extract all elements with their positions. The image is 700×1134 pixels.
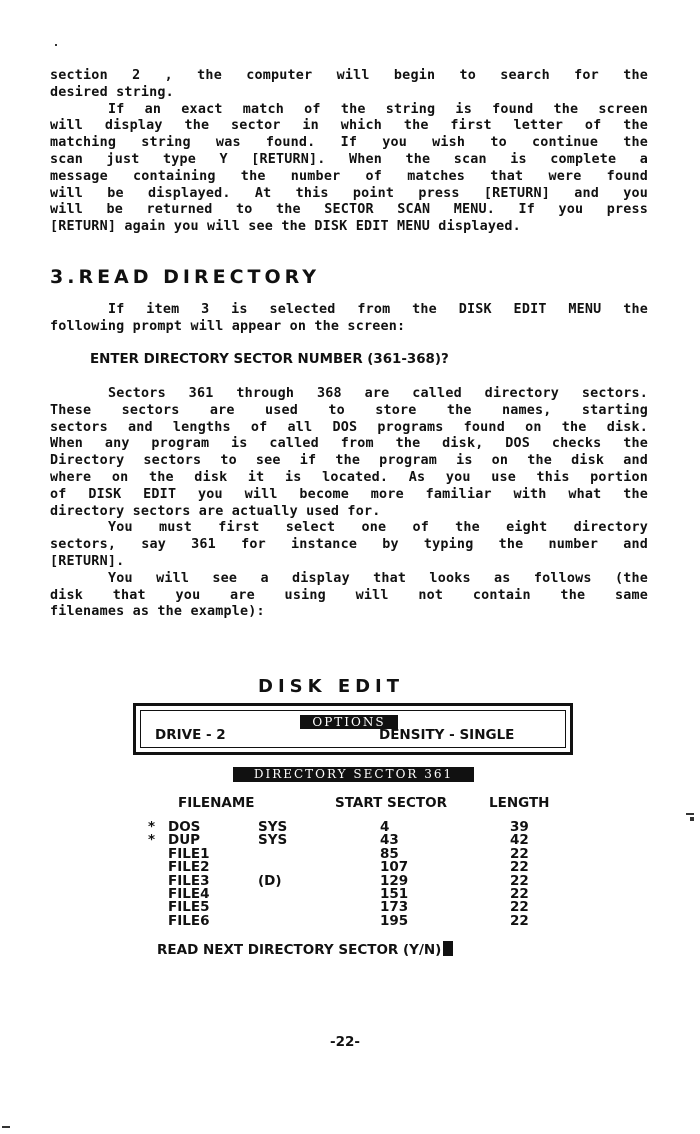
- block-cursor: [443, 941, 453, 956]
- file-length: 22: [510, 899, 529, 916]
- start-sector: 151: [380, 885, 409, 902]
- file-name: DOS: [168, 819, 201, 835]
- text-line: Sectors 361 through 368 are called directory sectors.: [108, 386, 648, 401]
- text-line: section 2 , the computer will begin to search for the: [50, 68, 648, 83]
- start-sector: 173: [380, 899, 409, 916]
- text-line: When any program is called from the disk, DOS checks the: [50, 436, 648, 452]
- text-line: You will see a display that looks as follows (the: [108, 570, 648, 586]
- text-line: If item 3 is selected from the DISK EDIT MENU the: [108, 302, 648, 317]
- start-sector: 43: [380, 832, 399, 849]
- file-extension: SYS: [258, 832, 288, 849]
- table-row: [148, 821, 568, 834]
- scan-speck: [2, 1126, 10, 1128]
- start-sector: 129: [380, 872, 409, 889]
- file-name: FILE6: [168, 912, 210, 929]
- start-sector: 107: [380, 859, 409, 876]
- text-line: filenames as the example):: [50, 604, 265, 620]
- section-intro-paragraph: [50, 302, 648, 336]
- length-column-header: LENGTH: [489, 795, 550, 811]
- text-line: will be displayed. At this point press [RETURN] and you: [50, 185, 648, 201]
- file-length: 39: [510, 819, 529, 835]
- file-length: 22: [510, 872, 529, 889]
- scan-speck: [55, 44, 57, 46]
- locked-marker: *: [148, 819, 156, 835]
- file-extension: SYS: [258, 819, 288, 835]
- table-row: [148, 901, 568, 914]
- start-sector-column-header: START SECTOR: [335, 795, 447, 811]
- directory-prompt: ENTER DIRECTORY SECTOR NUMBER (361-368)?: [90, 352, 449, 367]
- file-extension: (D): [258, 872, 282, 889]
- file-length: 22: [510, 859, 529, 876]
- body-paragraph: [50, 386, 648, 621]
- file-length: 22: [510, 845, 529, 862]
- text-line: where on the disk it is located. As you use this portion: [50, 469, 648, 485]
- filename-column-header: FILENAME: [178, 795, 255, 811]
- file-name: FILE1: [168, 845, 210, 862]
- text-line: [RETURN] again you will see the DISK EDIT MENU displayed.: [50, 219, 521, 235]
- directory-table: [148, 821, 568, 928]
- text-line: You must first select one of the eight directory: [108, 520, 648, 536]
- read-next-sector-prompt: [157, 941, 453, 958]
- text-line: sectors, say 361 for instance by typing the number and: [50, 537, 648, 553]
- options-badge: OPTIONS: [300, 715, 398, 729]
- page-number: -22-: [330, 1034, 360, 1050]
- text-line: message containing the number of matches that were found: [50, 168, 648, 184]
- table-row: [148, 885, 568, 902]
- table-row: [148, 834, 568, 847]
- read-next-sector-text: READ NEXT DIRECTORY SECTOR (Y/N): [157, 942, 442, 958]
- start-sector: 4: [380, 819, 390, 835]
- text-line: [RETURN].: [50, 553, 125, 569]
- text-line: directory sectors are actually used for.: [50, 503, 381, 519]
- intro-paragraph: [50, 68, 648, 236]
- table-row: [148, 845, 568, 862]
- table-row: [148, 861, 568, 874]
- text-line: disk that you are using will not contain the same: [50, 587, 648, 603]
- text-line: will display the sector in which the first letter of the: [50, 118, 648, 134]
- text-line: scan just type Y [RETURN]. When the scan is complete a: [50, 151, 648, 167]
- text-line: sectors and lengths of all DOS programs found on the disk.: [50, 419, 648, 435]
- file-name: DUP: [168, 832, 201, 849]
- table-row: [148, 912, 568, 929]
- section-heading: 3.READ DIRECTORY: [50, 266, 320, 288]
- table-row: [148, 872, 568, 889]
- text-line: will be returned to the SECTOR SCAN MENU. If you press: [50, 202, 648, 218]
- file-length: 22: [510, 885, 529, 902]
- file-name: FILE3: [168, 872, 210, 889]
- file-name: FILE5: [168, 899, 210, 916]
- text-line: matching string was found. If you wish to continue the: [50, 135, 648, 151]
- scan-speck: [686, 813, 694, 815]
- file-length: 42: [510, 832, 529, 849]
- file-length: 22: [510, 912, 529, 929]
- drive-label: DRIVE - 2: [155, 727, 226, 743]
- file-name: FILE4: [168, 885, 210, 902]
- text-line: of DISK EDIT you will become more familiar with what the: [50, 486, 648, 502]
- text-line: These sectors are used to store the names, starting: [50, 402, 648, 418]
- scan-speck: [690, 817, 694, 821]
- text-line: If an exact match of the string is found the screen: [108, 101, 648, 117]
- start-sector: 195: [380, 912, 409, 929]
- locked-marker: *: [148, 832, 156, 849]
- density-label: DENSITY - SINGLE: [379, 727, 515, 743]
- file-name: FILE2: [168, 859, 210, 876]
- directory-sector-badge: DIRECTORY SECTOR 361: [233, 767, 474, 782]
- disk-edit-title: DISK EDIT: [258, 676, 405, 697]
- text-line: Directory sectors to see if the program is on the disk and: [50, 453, 648, 469]
- start-sector: 85: [380, 845, 399, 862]
- text-line: following prompt will appear on the screen:: [50, 318, 406, 334]
- text-line: desired string.: [50, 84, 174, 100]
